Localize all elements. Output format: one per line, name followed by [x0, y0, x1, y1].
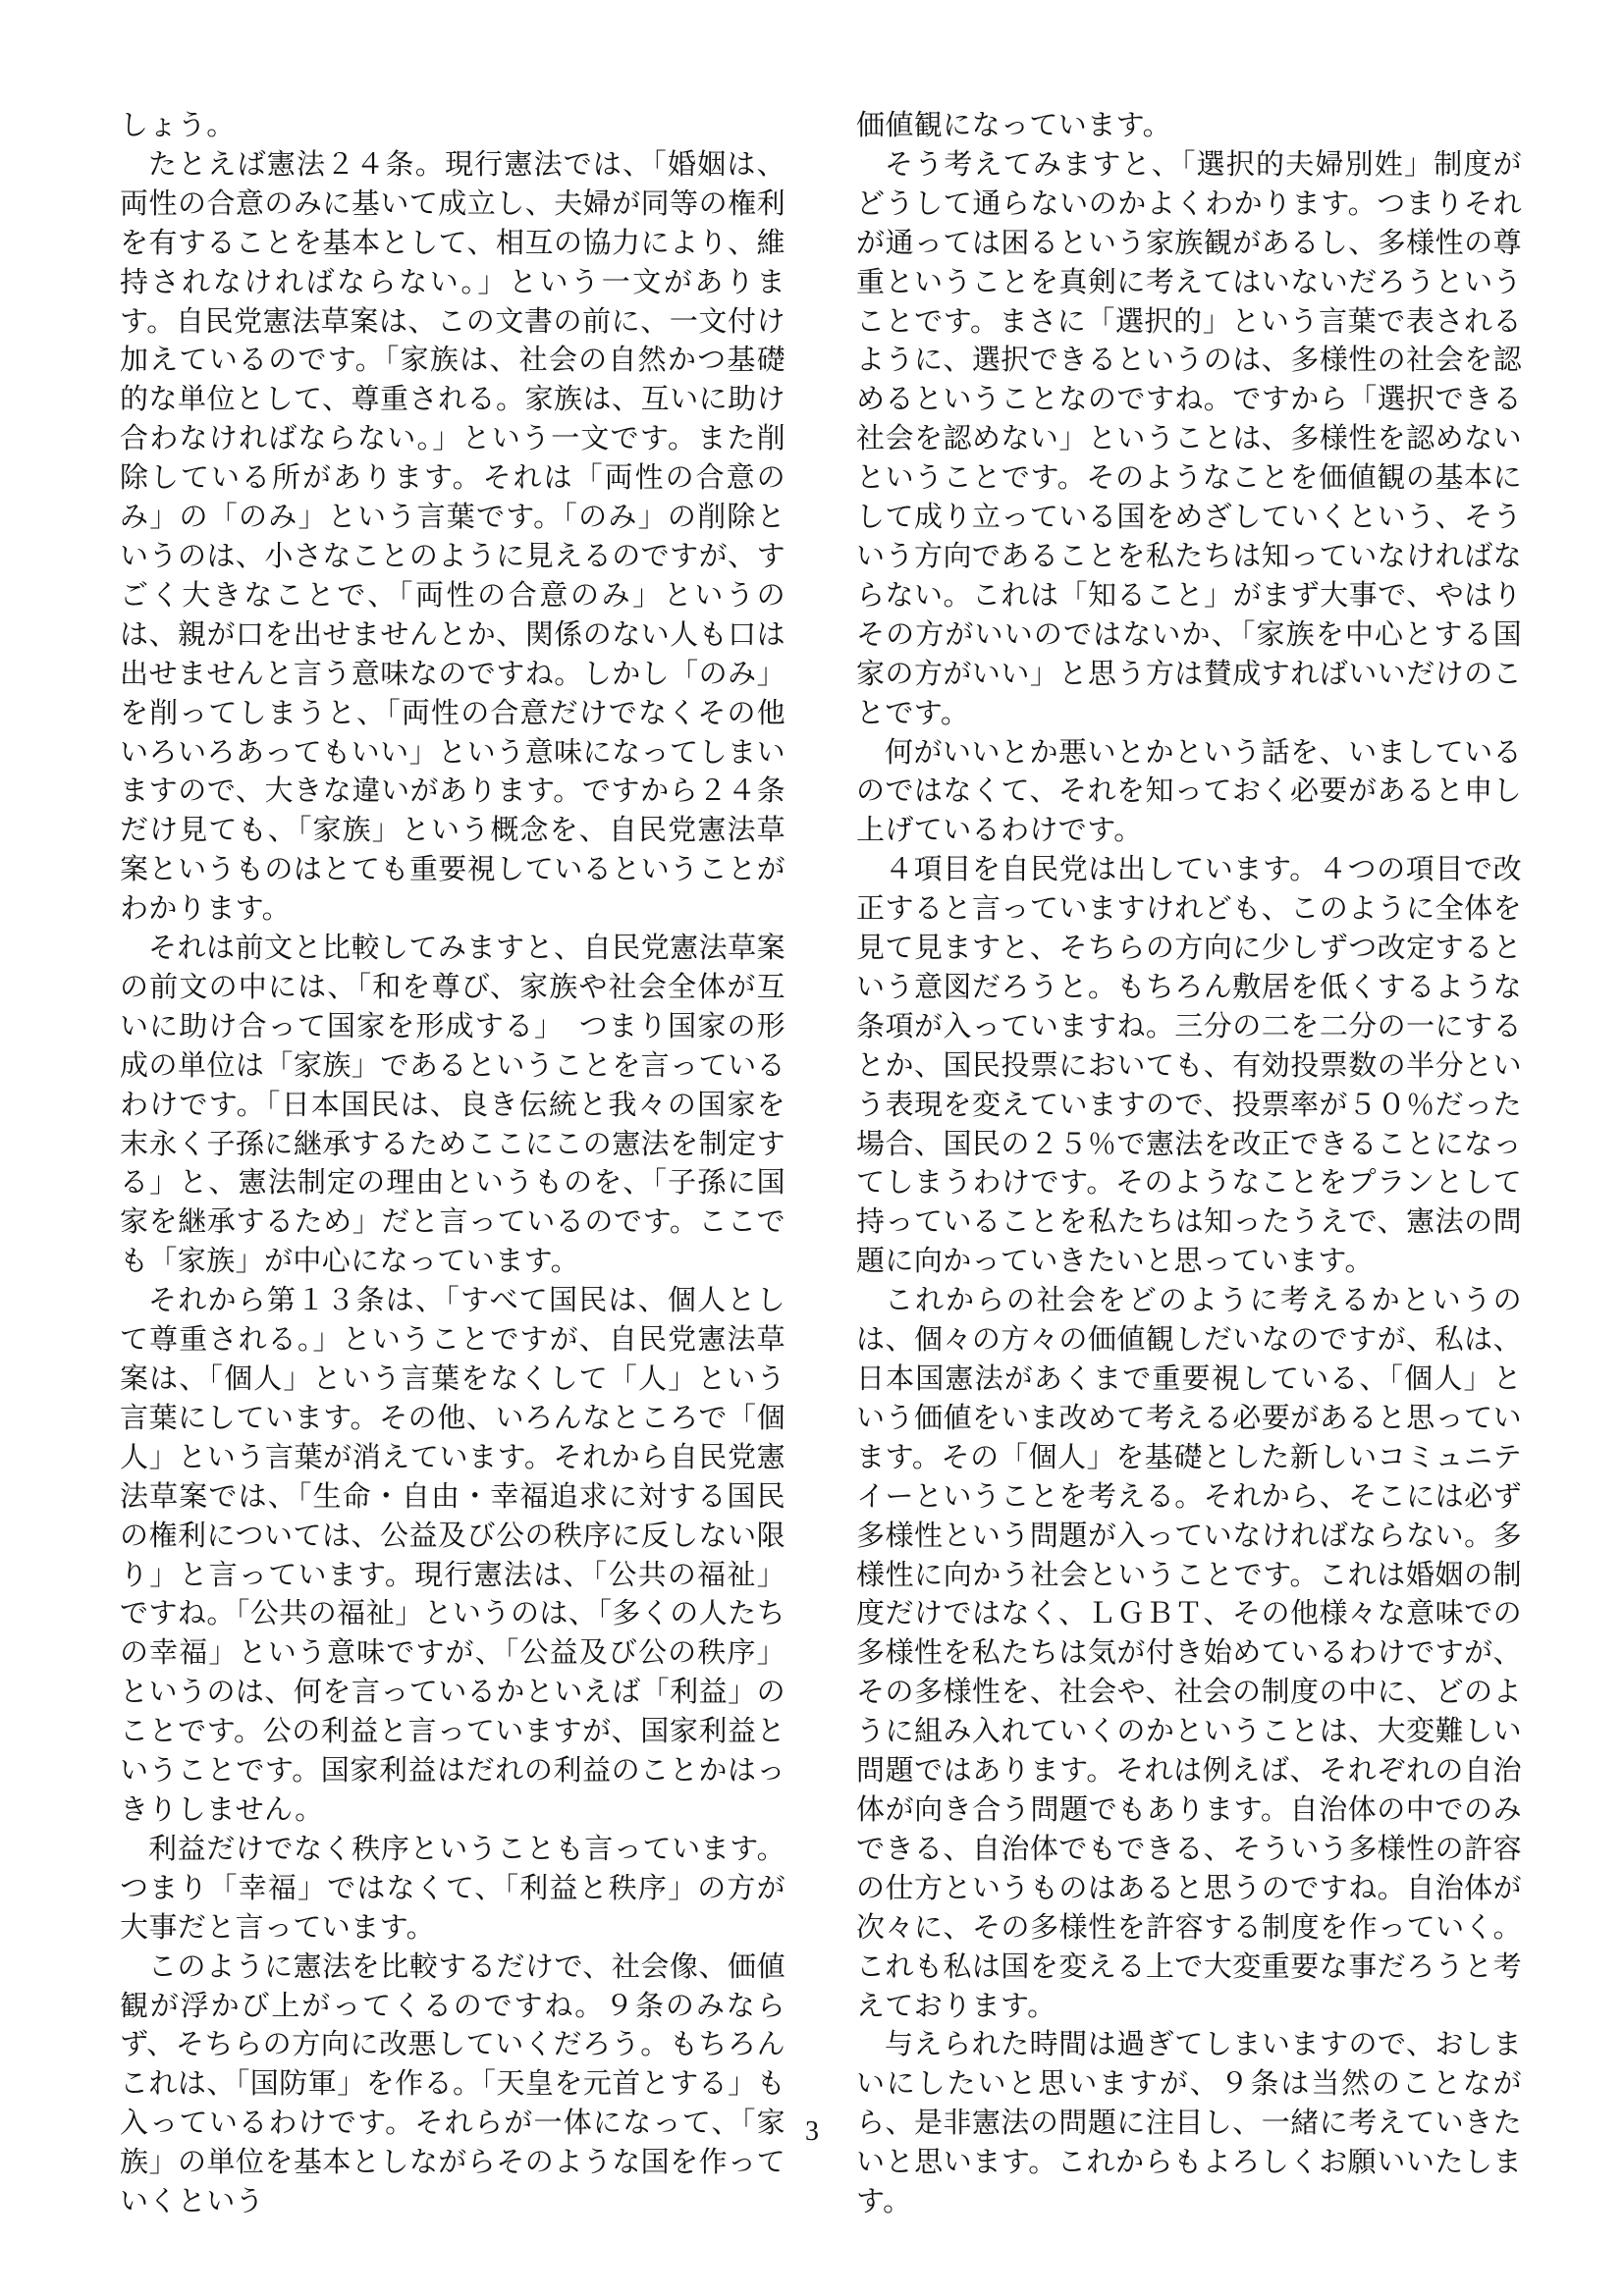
paragraph: 価値観になっています。: [856, 108, 1172, 141]
paragraph: そう考えてみますと、「選択的夫婦別姓」制度がどうして通らないのかよくわかります。つまりそれが通っては困るという家族観があるし、多様性の尊重ということを真剣に考えてはいないだろうということです。まさに「選択的」という言葉で表されるように、選択できるというのは、多様性の社会を認めるということなのですね。ですから「選択できる社会を認めない」ということは、多様性を認めないということです。そのようなことを価値観の基本にして成り立っている国をめざしていくという、そういう方向であることを私たちは知っていなければならない。これは「知ること」がまず大事で、やはりその方がいいのではないか、「家族を中心とする国家の方がいい」と思う方は賛成すればいいだけのことです。: [856, 146, 1522, 729]
paragraph: ４項目を自民党は出しています。４つの項目で改正すると言っていますけれども、このように全体を見て見ますと、そちらの方向に少しずつ改定するという意図だろうと。もちろん敷居を低くするような条項が入っていますね。三分の二を二分の一にするとか、国民投票においても、有効投票数の半分という表現を変えていますので、投票率が５０％だった場合、国民の２５％で憲法を改正できることになってしまうわけです。そのようなことをプランとして持っていることを私たちは知ったうえで、憲法の問題に向かっていきたいと思っています。: [856, 852, 1522, 1278]
left-column: [120, 106, 785, 2218]
paragraph: それから第１３条は、「すべて国民は、個人として尊重される。」ということですが、自民党憲法草案は、「個人」という言葉をなくして「人」という言葉にしています。その他、いろんなところで「個人」という言葉が消えています。それから自民党憲法草案では、「生命・自由・幸福追求に対する国民の権利については、公益及び公の秩序に反しない限り」と言っています。現行憲法は、「公共の福祉」ですね。「公共の福祉」というのは、「多くの人たちの幸福」という意味ですが、「公益及び公の秩序」というのは、何を言っているかといえば「利益」のことです。公の利益と言っていますが、国家利益ということです。国家利益はだれの利益のことかはっきりしません。: [120, 1283, 785, 1826]
paragraph: このように憲法を比較するだけで、社会像、価値観が浮かび上がってくるのですね。９条のみならず、そちらの方向に改悪していくだろう。もちろんこれは、「国防軍」を作る。「天皇を元首とする」も入っているわけです。それらが一体になって、「家族」の単位を基本としながらそのような国を作っていくという: [120, 1949, 785, 2218]
right-column: [856, 106, 1522, 2218]
paragraph: これからの社会をどのように考えるかというのは、個々の方々の価値観しだいなのですが、私は、日本国憲法があくまで重要視している、「個人」という価値をいま改めて考える必要があると思っています。その「個人」を基礎とした新しいコミュニテイーということを考える。それから、そこには必ず多様性という問題が入っていなければならない。多様性に向かう社会ということです。これは婚姻の制度だけではなく、ＬＧＢＴ、その他様々な意味での多様性を私たちは気が付き始めているわけですが、その多様性を、社会や、社会の制度の中に、どのように組み入れていくのかということは、大変難しい問題ではあります。それは例えば、それぞれの自治体が向き合う問題でもあります。自治体の中でのみできる、自治体でもできる、そういう多様性の許容の仕方というものはあると思うのですね。自治体が次々に、その多様性を許容する制度を作っていく。これも私は国を変える上で大変重要な事だろうと考えております。: [856, 1283, 1522, 2022]
page-number: 3: [805, 2116, 819, 2147]
paragraph: しょう。: [120, 108, 236, 141]
paragraph: 利益だけでなく秩序ということも言っています。つまり「幸福」ではなくて、「利益と秩序」の方が大事だと言っています。: [120, 1831, 785, 1944]
paragraph: それは前文と比較してみますと、自民党憲法草案の前文の中には、「和を尊び、家族や社会全体が互いに助け合って国家を形成する」 つまり国家の形成の単位は「家族」であるということを言っているわけです。「日本国民は、良き伝統と我々の国家を末永く子孫に継承するためここにこの憲法を制定する」と、憲法制定の理由というものを、「子孫に国家を継承するため」だと言っているのです。ここでも「家族」が中心になっています。: [120, 931, 785, 1278]
paragraph: 与えられた時間は過ぎてしまいますので、おしまいにしたいと思いますが、９条は当然のことながら、是非憲法の問題に注目し、一緒に考えていきたいと思います。これからもよろしくお願いいたします。: [856, 2027, 1522, 2218]
paragraph: 何がいいとか悪いとかという話を、いましているのではなくて、それを知っておく必要があると申し上げているわけです。: [856, 734, 1522, 847]
paragraph: たとえば憲法２４条。現行憲法では、「婚姻は、両性の合意のみに基いて成立し、夫婦が同等の権利を有することを基本として、相互の協力により、維持されなければならない。」という一文があります。自民党憲法草案は、この文書の前に、一文付け加えているのです。「家族は、社会の自然かつ基礎的な単位として、尊重される。家族は、互いに助け合わなければならない。」という一文です。また削除している所があります。それは「両性の合意のみ」の「のみ」という言葉です。「のみ」の削除というのは、小さなことのように見えるのですが、すごく大きなことで、「両性の合意のみ」というのは、親が口を出せませんとか、関係のない人も口は出せませんと言う意味なのですね。しかし「のみ」を削ってしまうと、「両性の合意だけでなくその他いろいろあってもいい」という意味になってしまいますので、大きな違いがあります。ですから２４条だけ見ても、「家族」という概念を、自民党憲法草案というものはとても重要視しているということがわかります。: [120, 146, 785, 926]
